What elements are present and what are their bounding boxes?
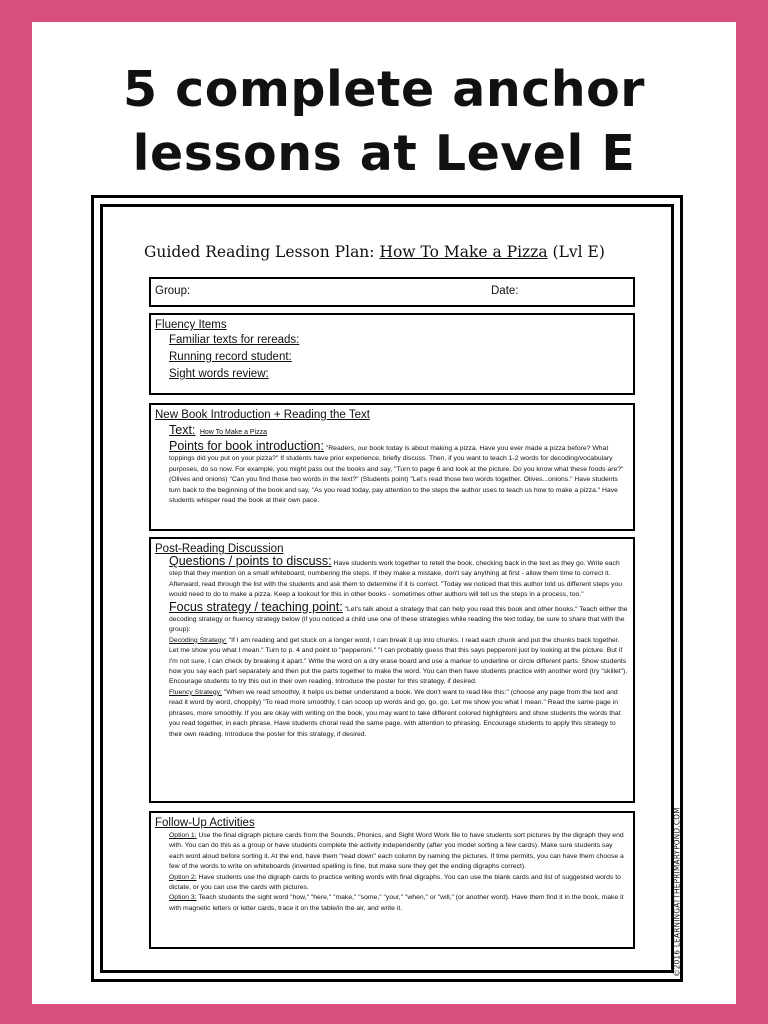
title-suffix: (Lvl E) bbox=[547, 243, 605, 261]
headline-line-2: lessons at Level E bbox=[132, 125, 636, 182]
post-heading: Post-Reading Discussion bbox=[155, 543, 284, 555]
focus-label: Focus strategy / teaching point: bbox=[169, 599, 343, 614]
title-book: How To Make a Pizza bbox=[379, 243, 548, 261]
lesson-plan-title bbox=[144, 243, 644, 261]
option-1-label: Option 1: bbox=[169, 832, 197, 839]
option-3-paragraph bbox=[155, 893, 628, 914]
option-2-body: Have students use the digraph cards to practice writing words with final digraphs. You can use the blank cards and list of suggested words to dictate, or you can use the cards with pictures. bbox=[169, 873, 621, 892]
copyright-text: ©2016 LEARNINGATTHEPRIMARYPOND.COM bbox=[672, 807, 682, 977]
questions-body: Have students work together to retell the book, checking back in the text as they go. Write each step that they mention on a small whiteboard, numbering the steps. If they make a mistake, don't say anything at first - allow them time to correct it. Afterward, read through the list with the students and ask them to determine if it is correct. "Today we noticed that this author told us different steps you would need to do to make a pizza. Keep a lookout for this in other books - sometimes other authors will tell us the steps in a process, too." bbox=[169, 560, 623, 599]
focus-body: "Let's talk about a strategy that can help you read this book and other books." Teach either the decoding strategy or fluency strategy below (if you noticed a child use one of these strategies while reading the text today, be sure to share that with the group): bbox=[169, 605, 628, 634]
option-2-paragraph bbox=[155, 873, 628, 894]
text-label: Text: bbox=[169, 423, 196, 437]
points-body: "Readers, our book today is about making a pizza. Have you ever made a pizza before? What toppings did you put on your pizza?" If students have prior experience, briefly discuss. Then, if you want to teach 1-2 words for decoding/vocabulary purposes, do so now. For example, you might pass out the books and say, "Turn to page 6 and look at the picture. Do you know what these foods are?" (Olives and onions) "Can you find those two words in the text?" (Students point) "Let's read those two words together. Olives...onions." Have students turn back to the beginning of the book and say, "As you read today, pay attention to the steps the author uses to teach us how to make a pizza." Have students whisper read the book at their own pace. bbox=[169, 445, 624, 505]
questions-label: Questions / points to discuss: bbox=[169, 554, 332, 568]
fluency-strategy-body: "When we read smoothly, it helps us better understand a book. We don't want to read like this:" (choose any page from the text and read it word by word, choppily) "To read more smoothly, I can scoop up words and go, go, go. Let me show you what I mean." Read the same page in phrases, more smoothly. If you are okay with writing on the book, you may want to take different colored highlighters and show students the words that you read together, in each phrase. Have students choral read the same page, with attention to phrasing. Encourage students to apply this strategy to their own reading. Introduce the poster for this strategy, if desired. bbox=[169, 688, 621, 738]
fluency-strategy-label: Fluency Strategy: bbox=[169, 688, 222, 696]
points-label: Points for book introduction: bbox=[169, 439, 324, 453]
option-1-body: Use the final digraph picture cards from the Sounds, Phonics, and Sight Word Work file to have students sort pictures by the digraph they end with. You can do this as a group or have students complete the activity independently (after you model sorting a few cards). Make sure students say each word aloud before sorting it. At the end, have them "read down" each column by naming the pictures. If time permits, you can have them choose a few of the words to write on whiteboards (invented spelling is fine, but make sure they get the ending digraphs correct). bbox=[169, 832, 624, 871]
decoding-body: "If I am reading and get stuck on a longer word, I can break it up into chunks. I read each chunk and put the chunks back together. Let me show you what I mean." Turn to p. 4 and point to "pepperoni." "I can probably guess that this says pepperoni just by looking at the picture. But if I'm not sure, I can check by breaking it apart." Write the word on a dry erase board and use a marker to underline or circle different parts. Show students how you say each part separately and then put the parts together to make the word. You can then have students practice with another word (try "skillet"). Encourage students to try this out in their own reading. Introduce the poster for this strategy, if desired. bbox=[169, 636, 628, 686]
follow-up-box bbox=[149, 811, 635, 949]
post-reading-box bbox=[149, 537, 635, 803]
option-3-body: Teach students the sight word "how," "here," "make," "some," "your," "when," or "will," (or another word). Have them find it in the book, make it with magnetic letters or letter cards, trace it on the table/in the air, and write it. bbox=[169, 894, 624, 912]
option-2-label: Option 2: bbox=[169, 873, 197, 881]
decoding-paragraph bbox=[155, 636, 628, 688]
copyright-notice bbox=[670, 802, 684, 982]
fluency-item: Running record student: bbox=[169, 351, 292, 363]
fluency-strategy-paragraph bbox=[155, 688, 628, 740]
questions-paragraph bbox=[155, 556, 628, 601]
fluency-box bbox=[149, 313, 635, 395]
focus-paragraph bbox=[155, 599, 628, 636]
title-prefix: Guided Reading Lesson Plan: bbox=[144, 243, 380, 261]
lesson-plan-sheet bbox=[91, 195, 683, 982]
decoding-label: Decoding Strategy: bbox=[169, 636, 227, 644]
book-introduction-box bbox=[149, 403, 635, 531]
option-3-label: Option 3: bbox=[169, 894, 197, 902]
fluency-heading: Fluency Items bbox=[155, 319, 227, 331]
lesson-plan-inner-frame bbox=[100, 204, 682, 977]
intro-heading: New Book Introduction + Reading the Text bbox=[155, 409, 370, 421]
page-background bbox=[32, 22, 736, 1004]
headline bbox=[32, 58, 736, 186]
option-1-paragraph bbox=[155, 831, 628, 873]
follow-up-heading: Follow-Up Activities bbox=[155, 817, 255, 829]
date-label: Date: bbox=[491, 285, 519, 297]
fluency-item: Familiar texts for rereads: bbox=[169, 334, 300, 346]
group-label: Group: bbox=[155, 285, 191, 297]
text-value: How To Make a Pizza bbox=[199, 429, 268, 436]
fluency-item: Sight words review: bbox=[169, 368, 269, 380]
group-date-box bbox=[149, 277, 635, 307]
headline-line-1: 5 complete anchor bbox=[123, 61, 645, 118]
intro-points-paragraph bbox=[155, 441, 628, 506]
